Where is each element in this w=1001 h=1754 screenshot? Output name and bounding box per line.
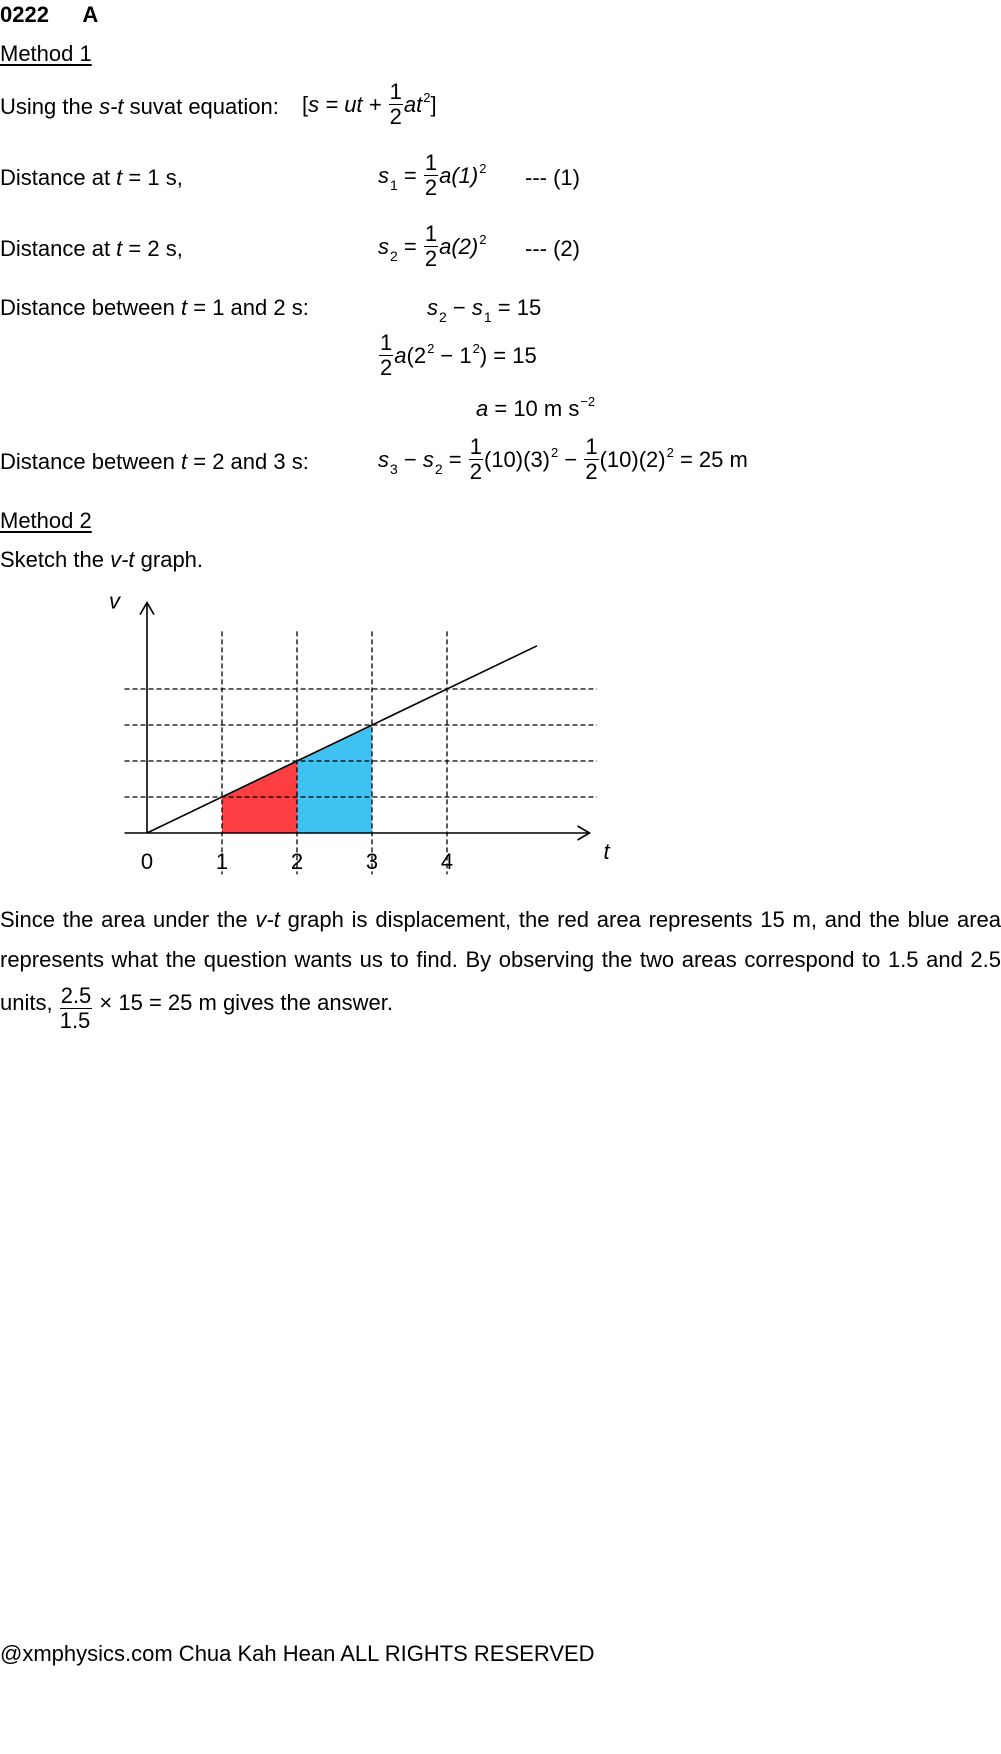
tick-label-4: 4 (440, 849, 454, 874)
between-2-3-equation: $s_3 - s_2$ = $\frac{1}{2}$ $(10)(3)^2$ − $\frac{1}{2}$ $(10)(2)^2 = 25$ m (378, 434, 748, 485)
between-2-3-label: Distance between t = 2 and 3 s: (0, 449, 309, 474)
method2-heading: Method 2 (0, 508, 92, 533)
ratio-fraction: $\frac{2.5}{1.5}$ (59, 983, 92, 1034)
v-axis-label: v (109, 590, 120, 614)
method1-heading: Method 1 (0, 41, 92, 66)
fraction-half: $\frac{1}{2}$ (389, 79, 402, 130)
tick-label-3: 3 (365, 849, 379, 874)
solve-a-step: $\frac{1}{2}$ $a(2^2 - 1^2) = 15$ (380, 330, 537, 381)
blue-area (297, 725, 372, 833)
tick-label-2: 2 (290, 849, 304, 874)
suvat-intro: Using the s-t suvat equation: (0, 94, 279, 119)
t-axis-label: t (603, 839, 610, 864)
distance-t2-label: Distance at t = 2 s, (0, 236, 183, 261)
question-header (0, 4, 98, 26)
tick-label-1: 1 (215, 849, 229, 874)
equation-ref-2: --- (2) (525, 236, 580, 261)
distance-t1-equation: $s_1$ = $\frac{1}{2}$ $a(1)^2$ (378, 150, 487, 201)
acceleration-result: a = 10 m $s^{-2}$ (476, 394, 596, 421)
between-1-2-equation: $s_2 - s_1 = 15$ (427, 295, 542, 325)
vt-graph (0, 590, 640, 890)
equation-ref-1: --- (1) (525, 165, 580, 190)
distance-t1-label: Distance at t = 1 s, (0, 165, 183, 190)
tick-label-0: 0 (140, 849, 154, 874)
copyright-footer: @xmphysics.com Chua Kah Hean ALL RIGHTS RESERVED (0, 1641, 595, 1666)
sketch-instruction: Sketch the v-t graph. (0, 547, 204, 572)
conclusion-paragraph: Since the area under the v-t graph is displacement, the red area represents 15 m, and the blue area represents what the question wants us to find. By observing the two areas correspond to 1.5 and 2.5 units, $\frac{2.5}{1.5}$ × 15 = 25 m gives the answer. (0, 907, 1001, 1034)
answer-letter: A (82, 2, 99, 27)
distance-t2-equation: $s_2$ = $\frac{1}{2}$ $a(2)^2$ (378, 221, 487, 272)
between-1-2-label: Distance between t = 1 and 2 s: (0, 295, 309, 320)
suvat-equation: [s = ut + $\frac{1}{2}$ $at^2$] (302, 79, 437, 130)
question-number: 0222 (0, 2, 49, 27)
